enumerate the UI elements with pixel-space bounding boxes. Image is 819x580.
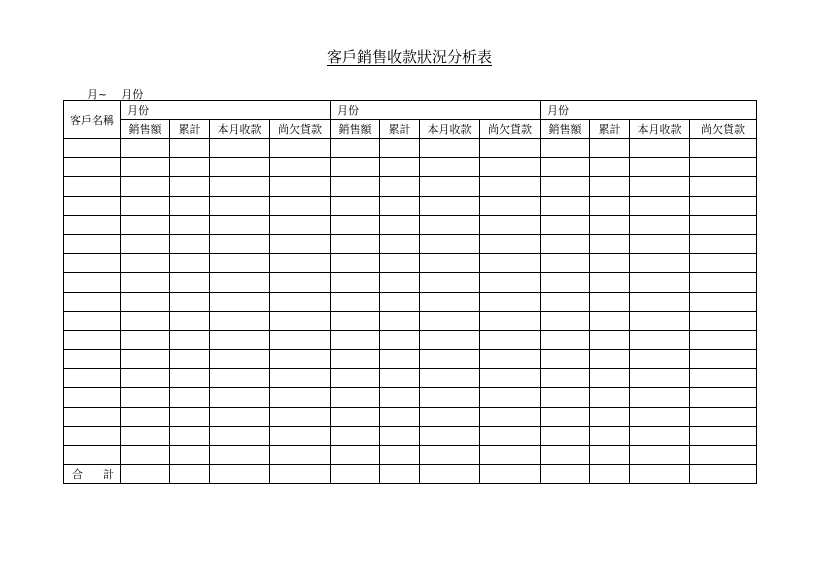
table-cell <box>480 254 541 273</box>
table-cell <box>480 350 541 369</box>
month-header-row <box>64 101 757 120</box>
customer-name-cell <box>64 330 121 349</box>
table-cell <box>480 426 541 445</box>
table-cell <box>420 426 480 445</box>
table-cell <box>210 196 270 215</box>
customer-name-cell <box>64 254 121 273</box>
total-cell <box>480 465 541 484</box>
total-cell <box>420 465 480 484</box>
table-cell <box>270 330 331 349</box>
table-cell <box>630 177 690 196</box>
table-cell <box>121 426 170 445</box>
table-cell <box>121 330 170 349</box>
table-cell <box>630 311 690 330</box>
table-cell <box>420 369 480 388</box>
table-cell <box>170 234 210 253</box>
total-label <box>64 465 121 484</box>
table-cell <box>210 254 270 273</box>
table-cell <box>210 446 270 465</box>
table-cell <box>331 177 380 196</box>
table-cell <box>480 234 541 253</box>
table-cell <box>480 311 541 330</box>
table-cell <box>121 273 170 292</box>
month-group-header-1: 月份 <box>121 101 331 120</box>
table-cell <box>420 158 480 177</box>
table-cell <box>690 350 757 369</box>
table-cell <box>331 273 380 292</box>
table-cell <box>420 254 480 273</box>
table-cell <box>121 234 170 253</box>
table-cell <box>380 388 420 407</box>
table-cell <box>420 196 480 215</box>
customer-name-cell <box>64 196 121 215</box>
sales-amount-header: 銷售額 <box>121 120 170 139</box>
outstanding-header: 尚欠貨款 <box>690 120 757 139</box>
table-cell <box>690 311 757 330</box>
table-cell <box>331 196 380 215</box>
table-cell <box>170 292 210 311</box>
table-row <box>64 273 757 292</box>
total-cell <box>380 465 420 484</box>
table-cell <box>690 388 757 407</box>
table-cell <box>210 158 270 177</box>
table-cell <box>380 446 420 465</box>
table-cell <box>590 158 630 177</box>
table-cell <box>210 350 270 369</box>
table-cell <box>170 158 210 177</box>
table-cell <box>420 446 480 465</box>
table-row <box>64 292 757 311</box>
month-group-header-2: 月份 <box>331 101 541 120</box>
table-cell <box>541 426 590 445</box>
table-cell <box>170 446 210 465</box>
table-cell <box>420 273 480 292</box>
table-cell <box>170 407 210 426</box>
table-cell <box>541 158 590 177</box>
table-cell <box>480 407 541 426</box>
table-cell <box>380 139 420 158</box>
table-cell <box>630 254 690 273</box>
table-row <box>64 215 757 234</box>
table-cell <box>590 292 630 311</box>
customer-name-cell <box>64 369 121 388</box>
table-cell <box>590 426 630 445</box>
table-cell <box>210 273 270 292</box>
month-group-header-3: 月份 <box>541 101 757 120</box>
table-cell <box>380 273 420 292</box>
table-cell <box>690 330 757 349</box>
sales-collection-table <box>63 100 757 484</box>
table-cell <box>121 369 170 388</box>
table-cell <box>380 369 420 388</box>
table-cell <box>210 292 270 311</box>
table-cell <box>590 446 630 465</box>
table-cell <box>630 196 690 215</box>
table-cell <box>380 350 420 369</box>
table-cell <box>210 311 270 330</box>
table-cell <box>331 311 380 330</box>
table-cell <box>210 177 270 196</box>
customer-name-cell <box>64 311 121 330</box>
total-cell <box>210 465 270 484</box>
table-cell <box>170 426 210 445</box>
table-row <box>64 350 757 369</box>
total-label-part-2: 計 <box>103 468 114 482</box>
table-cell <box>331 254 380 273</box>
table-cell <box>690 215 757 234</box>
table-row <box>64 196 757 215</box>
table-cell <box>270 369 331 388</box>
cumulative-header: 累計 <box>590 120 630 139</box>
table-cell <box>690 446 757 465</box>
table-cell <box>121 388 170 407</box>
table-cell <box>210 369 270 388</box>
table-row <box>64 426 757 445</box>
table-cell <box>541 234 590 253</box>
total-cell <box>590 465 630 484</box>
total-cell <box>170 465 210 484</box>
table-cell <box>331 369 380 388</box>
table-cell <box>170 139 210 158</box>
total-cell <box>331 465 380 484</box>
table-cell <box>541 369 590 388</box>
table-row <box>64 311 757 330</box>
table-cell <box>270 158 331 177</box>
table-cell <box>270 254 331 273</box>
table-cell <box>121 407 170 426</box>
table-cell <box>541 407 590 426</box>
table-cell <box>121 177 170 196</box>
table-cell <box>541 196 590 215</box>
table-row <box>64 254 757 273</box>
table-cell <box>480 196 541 215</box>
table-cell <box>480 273 541 292</box>
table-cell <box>270 215 331 234</box>
table-cell <box>480 158 541 177</box>
total-cell <box>690 465 757 484</box>
sales-amount-header: 銷售額 <box>331 120 380 139</box>
table-cell <box>270 350 331 369</box>
report-title: 客戶銷售收款狀況分析表 <box>326 48 492 66</box>
table-row <box>64 388 757 407</box>
table-cell <box>380 254 420 273</box>
table-cell <box>541 273 590 292</box>
monthly-collection-header: 本月收款 <box>210 120 270 139</box>
table-cell <box>380 292 420 311</box>
table-cell <box>210 407 270 426</box>
table-cell <box>590 388 630 407</box>
table-cell <box>380 177 420 196</box>
table-cell <box>380 330 420 349</box>
table-cell <box>331 350 380 369</box>
table-cell <box>270 311 331 330</box>
table-cell <box>541 446 590 465</box>
table-cell <box>420 139 480 158</box>
table-cell <box>210 234 270 253</box>
customer-name-cell <box>64 446 121 465</box>
table-cell <box>590 196 630 215</box>
table-cell <box>590 330 630 349</box>
table-cell <box>630 426 690 445</box>
customer-name-cell <box>64 426 121 445</box>
table-cell <box>541 311 590 330</box>
table-cell <box>590 369 630 388</box>
customer-name-cell <box>64 234 121 253</box>
customer-name-cell <box>64 388 121 407</box>
table-cell <box>541 215 590 234</box>
customer-name-cell <box>64 177 121 196</box>
table-cell <box>690 273 757 292</box>
table-cell <box>590 177 630 196</box>
table-cell <box>121 292 170 311</box>
table-cell <box>541 292 590 311</box>
table-cell <box>630 407 690 426</box>
outstanding-header: 尚欠貨款 <box>270 120 331 139</box>
table-cell <box>590 254 630 273</box>
table-cell <box>380 234 420 253</box>
table-cell <box>590 215 630 234</box>
period-from: 月~ <box>87 88 108 101</box>
table-cell <box>690 292 757 311</box>
table-cell <box>210 330 270 349</box>
table-cell <box>541 350 590 369</box>
table-cell <box>420 177 480 196</box>
table-cell <box>270 196 331 215</box>
monthly-collection-header: 本月收款 <box>630 120 690 139</box>
table-cell <box>420 407 480 426</box>
table-row <box>64 234 757 253</box>
table-cell <box>380 196 420 215</box>
table-cell <box>121 158 170 177</box>
table-row <box>64 369 757 388</box>
customer-name-cell <box>64 139 121 158</box>
table-cell <box>690 369 757 388</box>
table-cell <box>690 254 757 273</box>
customer-name-cell <box>64 350 121 369</box>
table-cell <box>270 292 331 311</box>
table-row <box>64 177 757 196</box>
table-cell <box>630 350 690 369</box>
table-cell <box>541 388 590 407</box>
period-to: 月份 <box>121 88 144 101</box>
table-row <box>64 158 757 177</box>
sub-header-row <box>64 120 757 139</box>
table-cell <box>630 330 690 349</box>
table-cell <box>630 446 690 465</box>
table-cell <box>590 350 630 369</box>
customer-name-header: 客戶名稱 <box>64 101 121 139</box>
table-cell <box>480 446 541 465</box>
customer-name-cell <box>64 215 121 234</box>
table-cell <box>170 388 210 407</box>
table-cell <box>420 215 480 234</box>
table-cell <box>541 254 590 273</box>
table-cell <box>420 234 480 253</box>
table-cell <box>480 388 541 407</box>
table-cell <box>331 330 380 349</box>
table-row <box>64 330 757 349</box>
outstanding-header: 尚欠貨款 <box>480 120 541 139</box>
table-cell <box>630 292 690 311</box>
monthly-collection-header: 本月收款 <box>420 120 480 139</box>
table-cell <box>170 254 210 273</box>
table-cell <box>690 139 757 158</box>
table-row <box>64 446 757 465</box>
table-cell <box>170 311 210 330</box>
table-cell <box>541 330 590 349</box>
table-cell <box>590 234 630 253</box>
table-cell <box>270 177 331 196</box>
table-cell <box>690 234 757 253</box>
table-cell <box>331 139 380 158</box>
table-cell <box>270 273 331 292</box>
table-cell <box>170 273 210 292</box>
total-cell <box>541 465 590 484</box>
table-cell <box>121 139 170 158</box>
table-cell <box>541 139 590 158</box>
table-cell <box>121 350 170 369</box>
table-cell <box>480 177 541 196</box>
table-cell <box>331 446 380 465</box>
table-cell <box>170 196 210 215</box>
table-cell <box>590 311 630 330</box>
table-cell <box>331 234 380 253</box>
total-row <box>64 465 757 484</box>
table-cell <box>210 426 270 445</box>
table-cell <box>630 158 690 177</box>
table-cell <box>590 273 630 292</box>
customer-name-cell <box>64 158 121 177</box>
table-cell <box>380 407 420 426</box>
table-cell <box>270 388 331 407</box>
table-cell <box>121 254 170 273</box>
table-cell <box>210 388 270 407</box>
total-label-part-1: 合 <box>72 468 83 482</box>
table-cell <box>630 139 690 158</box>
table-cell <box>480 330 541 349</box>
table-cell <box>630 369 690 388</box>
total-cell <box>270 465 331 484</box>
table-cell <box>630 388 690 407</box>
table-cell <box>331 426 380 445</box>
table-cell <box>121 446 170 465</box>
table-cell <box>170 215 210 234</box>
table-cell <box>170 177 210 196</box>
table-cell <box>331 388 380 407</box>
table-cell <box>420 311 480 330</box>
table-cell <box>480 369 541 388</box>
table-cell <box>630 234 690 253</box>
table-cell <box>420 330 480 349</box>
table-cell <box>270 407 331 426</box>
table-cell <box>121 196 170 215</box>
table-cell <box>210 139 270 158</box>
table-cell <box>420 388 480 407</box>
table-cell <box>380 426 420 445</box>
table-cell <box>380 311 420 330</box>
table-cell <box>690 177 757 196</box>
table-cell <box>590 139 630 158</box>
table-cell <box>170 330 210 349</box>
table-cell <box>170 350 210 369</box>
table-row <box>64 407 757 426</box>
table-cell <box>121 311 170 330</box>
customer-name-cell <box>64 273 121 292</box>
table-cell <box>630 215 690 234</box>
table-cell <box>420 292 480 311</box>
table-cell <box>590 407 630 426</box>
total-cell <box>121 465 170 484</box>
cumulative-header: 累計 <box>380 120 420 139</box>
table-cell <box>270 446 331 465</box>
table-cell <box>331 158 380 177</box>
table-cell <box>630 273 690 292</box>
table-cell <box>270 139 331 158</box>
table-cell <box>331 215 380 234</box>
table-cell <box>331 407 380 426</box>
table-cell <box>270 426 331 445</box>
table-cell <box>380 158 420 177</box>
customer-name-cell <box>64 292 121 311</box>
table-cell <box>210 215 270 234</box>
table-cell <box>380 215 420 234</box>
cumulative-header: 累計 <box>170 120 210 139</box>
table-cell <box>331 292 380 311</box>
table-cell <box>690 426 757 445</box>
table-cell <box>170 369 210 388</box>
sales-amount-header: 銷售額 <box>541 120 590 139</box>
table-cell <box>690 158 757 177</box>
table-cell <box>541 177 590 196</box>
table-cell <box>480 292 541 311</box>
table-cell <box>690 407 757 426</box>
table-cell <box>480 215 541 234</box>
table-cell <box>480 139 541 158</box>
table-cell <box>420 350 480 369</box>
table-cell <box>270 234 331 253</box>
table-cell <box>690 196 757 215</box>
total-cell <box>630 465 690 484</box>
table-row <box>64 139 757 158</box>
table-cell <box>121 215 170 234</box>
customer-name-cell <box>64 407 121 426</box>
